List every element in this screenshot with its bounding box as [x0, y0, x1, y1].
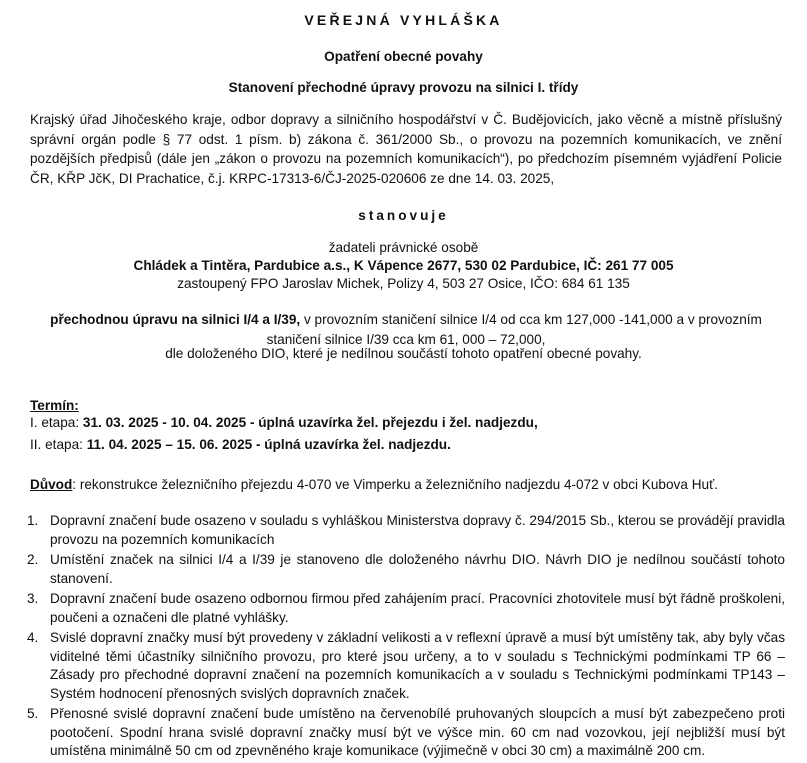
- list-item: 2. Umístění značek na silnici I/4 a I/39 je stanoveno dle doloženého návrhu DIO. Návrh DIO je nedílnou součástí tohoto stanovení.: [27, 552, 785, 586]
- adjustment-bold: přechodnou úpravu na silnici I/4 a I/39,: [50, 312, 301, 327]
- stage-2: [30, 437, 451, 452]
- reason: [30, 477, 718, 492]
- reason-text: : rekonstrukce železničního přejezdu 4-070 ve Vimperku a železničního nadjezdu 4-072 v obci Kubova Huť.: [72, 477, 718, 492]
- adjustment-rest: v provozním staničení silnice I/4 od cca km 127,000 -141,000 a v provozním staničení silnice I/39 cca km 61, 000 – 72,000,: [266, 312, 762, 347]
- decision-verb: stanovuje: [358, 208, 449, 223]
- applicant-label: žadateli právnické osobě: [328, 240, 479, 255]
- document-heading: Stanovení přechodné úpravy provozu na silnici I. třídy: [228, 80, 579, 95]
- conditions-list: [0, 512, 790, 763]
- stage-2-label: II. etapa:: [30, 437, 87, 452]
- adjustment-dio: dle doloženého DIO, které je nedílnou součástí tohoto opatření obecné povahy.: [165, 346, 642, 361]
- list-item: 3. Dopravní značení bude osazeno odbornou firmou před zahájením prací. Pracovníci zhotovitele musí být řádně proškoleni, poučeni a označeni dle platné vyhlášky.: [27, 591, 785, 625]
- intro-paragraph: Krajský úřad Jihočeského kraje, odbor dopravy a silničního hospodářství v Č. Budějovicích, jako věcně a místně příslušný správní orgán podle § 77 odst. 1 písm. b) zákona č. 361/2000 Sb., o provozu na pozemních komunikacích, ve znění pozdějších předpisů (dále jen „zákon o provozu na pozemních komunikacích“), po předchozím písemném vyjádření Policie ČR, KŘP JčK, DI Prachatice, č.j. KRPC-17313-6/ČJ-2025-020606 ze dne 14. 03. 2025,: [30, 112, 782, 186]
- adjustment-paragraph: [50, 310, 762, 349]
- stage-1-label: I. etapa:: [30, 415, 83, 430]
- term-label: Termín:: [30, 398, 79, 413]
- document-subtitle: Opatření obecné povahy: [324, 49, 483, 64]
- list-item: 5. Přenosné svislé dopravní značení bude umístěno na červenobílé pruhovaných sloupcích a musí být zabezpečeno proti pootočení. Spodní hrana svislé dopravní značky musí být ve výšce min. 60 cm nad vozovkou, její nejbližší musí být umístěna minimálně 50 cm od zpevněného kraje komunikace (výjimečně v obci 30 cm) a maximálně 200 cm.: [27, 706, 785, 758]
- reason-label: Důvod: [30, 477, 73, 492]
- stage-2-text: 11. 04. 2025 – 15. 06. 2025 - úplná uzavírka žel. nadjezdu.: [86, 437, 451, 452]
- list-item: 4. Svislé dopravní značky musí být provedeny v základní velikosti a v reflexní úpravě a musí být umístěny tak, aby byly včas viditelné těmi účastníky silničního provozu, pro které jsou určeny, a to v souladu s Technickými podmínkami TP 66 – Zásady pro přechodné dopravní značení na pozemních komunikacích a v souladu s Technickými podmínkami TP143 – Systém hodnocení přenosných svislých dopravních značek.: [27, 630, 785, 701]
- document-title: VEŘEJNÁ VYHLÁŠKA: [304, 12, 503, 28]
- list-item: 1. Dopravní značení bude osazeno v souladu s vyhláškou Ministerstva dopravy č. 294/2015 Sb., kterou se provádějí pravidla provozu na pozemních komunikacích: [27, 513, 785, 547]
- stage-1: [30, 415, 538, 430]
- applicant-name: Chládek a Tintěra, Pardubice a.s., K Vápence 2677, 530 02 Pardubice, IČ: 261 77 005: [133, 258, 674, 273]
- applicant-representative: zastoupený FPO Jaroslav Michek, Polizy 4, 503 27 Osice, IČO: 684 61 135: [177, 276, 630, 291]
- stage-1-text: 31. 03. 2025 - 10. 04. 2025 - úplná uzavírka žel. přejezdu i žel. nadjezdu,: [82, 415, 538, 430]
